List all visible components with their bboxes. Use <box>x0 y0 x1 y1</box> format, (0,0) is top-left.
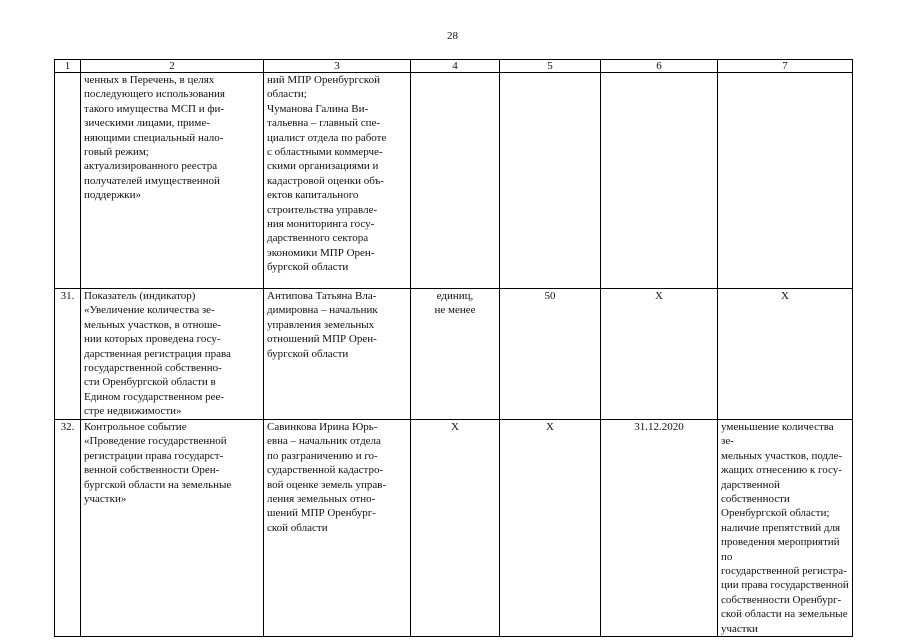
cell-unit: единиц, не менее <box>411 289 500 420</box>
header-row <box>55 60 853 73</box>
cell-value: 50 <box>500 289 601 420</box>
row-number <box>55 73 81 289</box>
cell-value <box>500 73 601 289</box>
cell-responsible: Антипова Татьяна Вла- димировна – начальник управления земельных отношений МПР Орен- бургской области <box>264 289 411 420</box>
cell-description: Контрольное событие «Проведение государственной регистрации права государст- венной собственности Орен- бургской области на земельные участки» <box>81 420 264 637</box>
cell-responsible: ний МПР Оренбургской области; Чуманова Галина Ви- тальевна – главный спе- циалист отдела по работе с областными коммерче- скими организациями и кадастровой оценки объ- ектов капитального строительства управле- ния мониторинга госу- дарственного сектора экономики МПР Орен- бургской области <box>264 73 411 289</box>
cell-date: 31.12.2020 <box>601 420 718 637</box>
cell-result <box>718 73 853 289</box>
header-cell: 5 <box>500 60 601 73</box>
cell-description: ченных в Перечень, в целях последующего использования такого имущества МСП и фи- зическими лицами, приме- няющими специальный нало- говый режим; актуализированного реестра получателей имущественной поддержки» <box>81 73 264 289</box>
cell-value: Х <box>500 420 601 637</box>
header-cell: 2 <box>81 60 264 73</box>
cell-result: уменьшение количества зе- мельных участков, подле- жащих отнесению к госу- дарственной собственности Оренбургской области; наличие препятствий для проведения мероприятий по государственной регистра- ции права государственной собственности Оренбург- ской области на земельные участки <box>718 420 853 637</box>
cell-unit <box>411 73 500 289</box>
table-row <box>55 289 853 420</box>
data-table <box>54 59 853 637</box>
row-number: 32. <box>55 420 81 637</box>
table-row <box>55 420 853 637</box>
cell-description: Показатель (индикатор) «Увеличение количества зе- мельных участков, в отноше- нии которых проведена госу- дарственная регистрация права государственной собственно- сти Оренбургской области в Едином государственном рее- стре недвижимости» <box>81 289 264 420</box>
page-number: 28 <box>447 30 458 42</box>
cell-date: Х <box>601 289 718 420</box>
table-row <box>55 73 853 289</box>
header-cell: 6 <box>601 60 718 73</box>
header-cell: 1 <box>55 60 81 73</box>
header-cell: 7 <box>718 60 853 73</box>
cell-date <box>601 73 718 289</box>
row-number: 31. <box>55 289 81 420</box>
cell-unit: Х <box>411 420 500 637</box>
cell-result: Х <box>718 289 853 420</box>
cell-responsible: Савинкова Ирина Юрь- евна – начальник отдела по разграничению и го- сударственной кадастро- вой оценке земель управ- ления земельных отно- шений МПР Оренбург- ской области <box>264 420 411 637</box>
header-cell: 4 <box>411 60 500 73</box>
header-cell: 3 <box>264 60 411 73</box>
